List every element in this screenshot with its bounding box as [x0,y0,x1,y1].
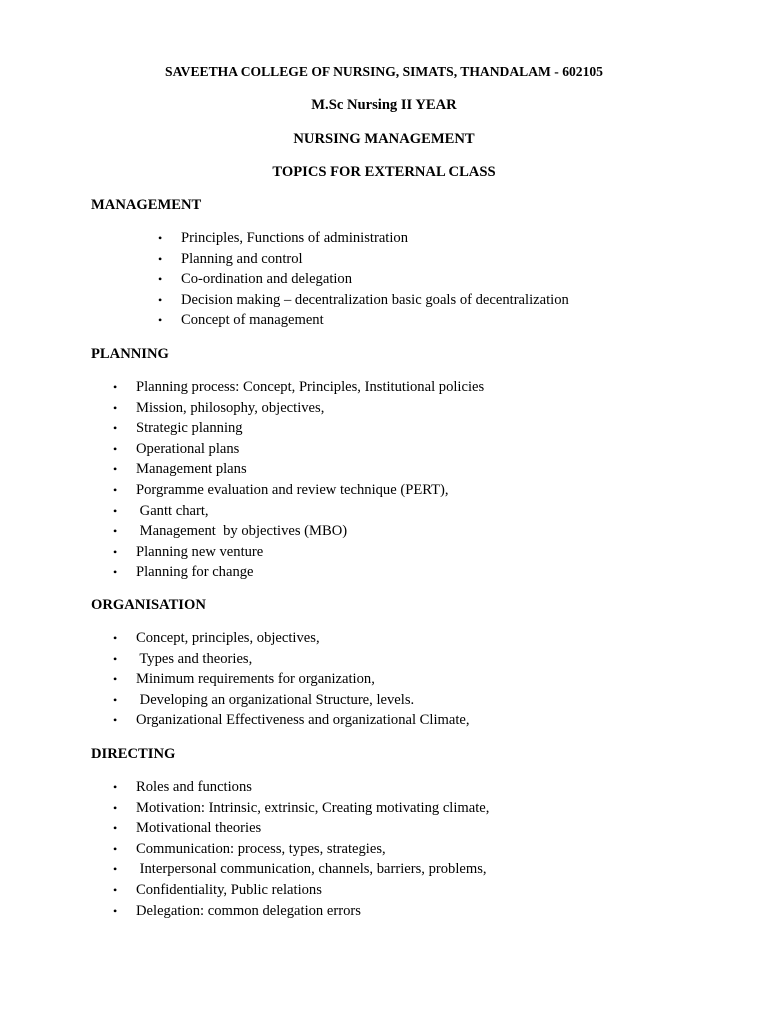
bullet-icon: • [113,503,118,518]
bullet-icon: • [158,272,163,287]
topics-title: TOPICS FOR EXTERNAL CLASS [272,164,496,180]
bullet-icon: • [113,841,118,856]
bullet-icon: • [113,821,118,836]
bullet-icon: • [113,421,118,436]
bullet-icon: • [113,862,118,877]
bullet-icon: • [113,544,118,559]
subject-title: NURSING MANAGEMENT [293,131,475,147]
bullet-icon: • [113,441,118,456]
college-name: SAVEETHA COLLEGE OF NURSING, SIMATS, THANDALAM - 602105 [165,64,603,79]
bullet-icon: • [113,462,118,477]
bullet-icon: • [113,672,118,687]
bullet-icon: • [113,882,118,897]
bullet-icon: • [113,800,118,815]
bullet-icon: • [113,524,118,539]
bullet-icon: • [113,780,118,794]
bullet-icon: • [113,565,118,580]
section-heading-organisation: ORGANISATION [91,597,206,613]
bullet-icon: • [158,231,163,245]
bullet-icon: • [158,251,163,266]
section-heading-directing: DIRECTING [91,746,176,762]
bullet-icon: • [113,482,118,497]
bullet-icon: • [158,292,163,307]
bullet-icon: • [113,692,118,707]
course-title: M.Sc Nursing II YEAR [311,97,457,113]
bullet-icon: • [113,380,118,394]
bullet-icon: • [113,631,118,645]
bullet-icon: • [113,400,118,415]
section-heading-planning: PLANNING [91,346,169,362]
bullet-icon: • [113,903,118,918]
section-heading-management: MANAGEMENT [91,197,202,213]
bullet-icon: • [113,651,118,666]
bullet-icon: • [158,313,163,328]
document-page: SAVEETHA COLLEGE OF NURSING, SIMATS, THANDALAM - 602105 M.Sc Nursing II YEAR NURSING MANAGEMENT TOPICS FOR EXTERNAL CLASS MANAGEMENT • Principles, Functions of administration • Planning and control • Co-ordination and delegation • Decision making – decentralization basic goals of decentralization • Concept of management PLANNING • Planning process: Concept, Principles, Institutional policies • Mission, philosophy, objectives, • Strategic planning • Operational plans • Management plans • Porgramme evaluation and review technique (PERT), • Gantt chart, • Management by objectives (MBO) • Planning new venture • Planning for change ORGANISATION • Concept, principles, objectives, • Types and theories, • Minimum requirements for organization, • Developing an organizational Structure, levels. • Organizational Effectiveness and organizational Climate, DIRECTING • Roles and functions • Motivation: Intrinsic, extrinsic, Creating motivating climate, • Motivational theories • Communication: process, types, strategies, • Interpersonal communication, channels, barriers, problems, • Confidentiality, Public relations • Delegation: common delegation errors [0,0,768,1024]
bullet-icon: • [113,713,118,728]
